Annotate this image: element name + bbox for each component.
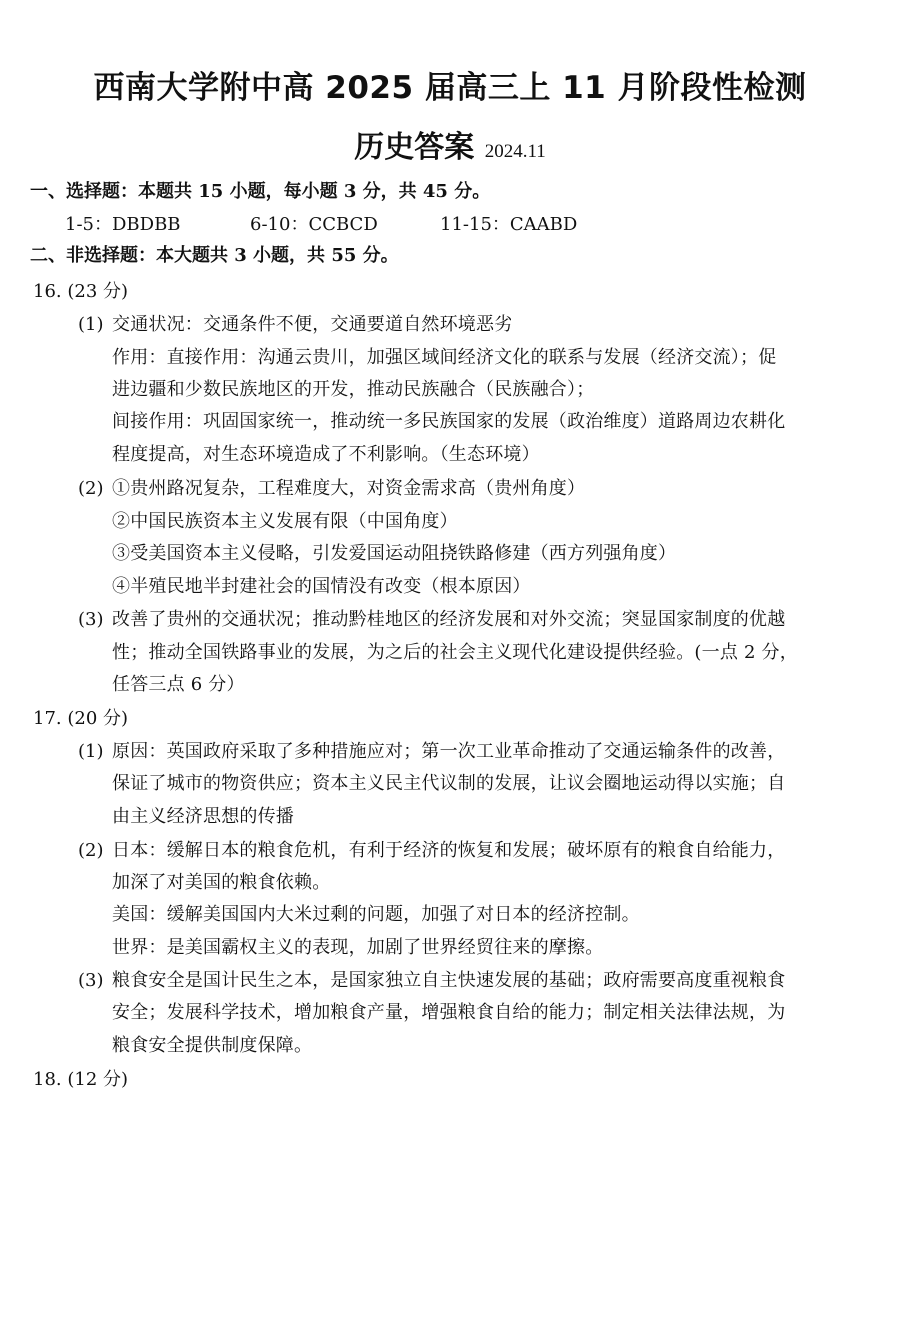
section2-heading: 二、非选择题：本大题共 3 小题，共 55 分。 <box>30 245 399 266</box>
question-16-label: 16. (23 分) <box>33 281 129 302</box>
q17-part1-line3: 由主义经济思想的传播 <box>112 806 294 827</box>
q16-part1-line3: 进边疆和少数民族地区的开发，推动民族融合（民族融合）； <box>112 379 595 400</box>
q17-part3-line2: 安全；发展科学技术，增加粮食产量，增强粮食自给的能力；制定相关法律法规，为 <box>112 1002 786 1023</box>
q16-part3-number: (3) <box>78 609 104 630</box>
subtitle-text: 历史答案 <box>354 130 475 165</box>
document-date: 2024.11 <box>484 141 546 162</box>
q16-part2-line3: ③受美国资本主义侵略，引发爱国运动阻挠铁路修建（西方列强角度） <box>112 543 677 564</box>
q17-part1-number: (1) <box>78 741 104 762</box>
q16-part2-number: (2) <box>78 478 104 499</box>
document-subtitle <box>0 122 900 166</box>
q17-part3-line3: 粮食安全提供制度保障。 <box>112 1035 313 1056</box>
q17-part2-line1: 日本：缓解日本的粮食危机，有利于经济的恢复和发展；破坏原有的粮食自给能力， <box>112 840 786 861</box>
q16-part1-line2: 作用：直接作用：沟通云贵川，加强区域间经济文化的联系与发展（经济交流）；促 <box>112 347 777 368</box>
q16-part3-line2: 性；推动全国铁路事业的发展，为之后的社会主义现代化建设提供经验。(一点 2 分， <box>112 642 798 663</box>
q17-part2-number: (2) <box>78 840 104 861</box>
q17-part3-number: (3) <box>78 970 104 991</box>
q16-part1-number: (1) <box>78 314 104 335</box>
document-title: 西南大学附中高 2025 届高三上 11 月阶段性检测 <box>93 70 807 106</box>
q17-part2-line4: 世界：是美国霸权主义的表现，加剧了世界经贸往来的摩擦。 <box>112 937 604 958</box>
section1-heading: 一、选择题：本题共 15 小题，每小题 3 分，共 45 分。 <box>30 181 491 202</box>
answer-range-3: 11-15：CAABD <box>440 214 578 235</box>
q17-part2-line3: 美国：缓解美国国内大米过剩的问题，加强了对日本的经济控制。 <box>112 904 640 925</box>
answer-range-1: 1-5：DBDBB <box>65 214 181 235</box>
answer-range-2: 6-10：CCBCD <box>250 214 378 235</box>
q17-part1-line1: 原因：英国政府采取了多种措施应对；第一次工业革命推动了交通运输条件的改善， <box>112 741 786 762</box>
q17-part3-line1: 粮食安全是国计民生之本，是国家独立自主快速发展的基础；政府需要高度重视粮食 <box>112 970 786 991</box>
q16-part2-line1: ①贵州路况复杂，工程难度大，对资金需求高（贵州角度） <box>112 478 586 499</box>
q16-part1-line1: 交通状况：交通条件不便，交通要道自然环境恶劣 <box>112 314 513 335</box>
q16-part3-line1: 改善了贵州的交通状况；推动黔桂地区的经济发展和对外交流；突显国家制度的优越 <box>112 609 786 630</box>
q16-part3-line3: 任答三点 6 分） <box>112 674 245 695</box>
q16-part1-line4: 间接作用：巩固国家统一，推动统一多民族国家的发展（政治维度）道路周边农耕化 <box>112 411 786 432</box>
question-17-label: 17. (20 分) <box>33 708 129 729</box>
question-18-label: 18. (12 分) <box>33 1069 129 1090</box>
q16-part2-line2: ②中国民族资本主义发展有限（中国角度） <box>112 511 458 532</box>
q17-part1-line2: 保证了城市的物资供应；资本主义民主代议制的发展，让议会圈地运动得以实施；自 <box>112 773 786 794</box>
q16-part1-line5: 程度提高，对生态环境造成了不利影响。（生态环境） <box>112 444 540 465</box>
q16-part2-line4: ④半殖民地半封建社会的国情没有改变（根本原因） <box>112 576 531 597</box>
q17-part2-line2: 加深了对美国的粮食依赖。 <box>112 872 331 893</box>
